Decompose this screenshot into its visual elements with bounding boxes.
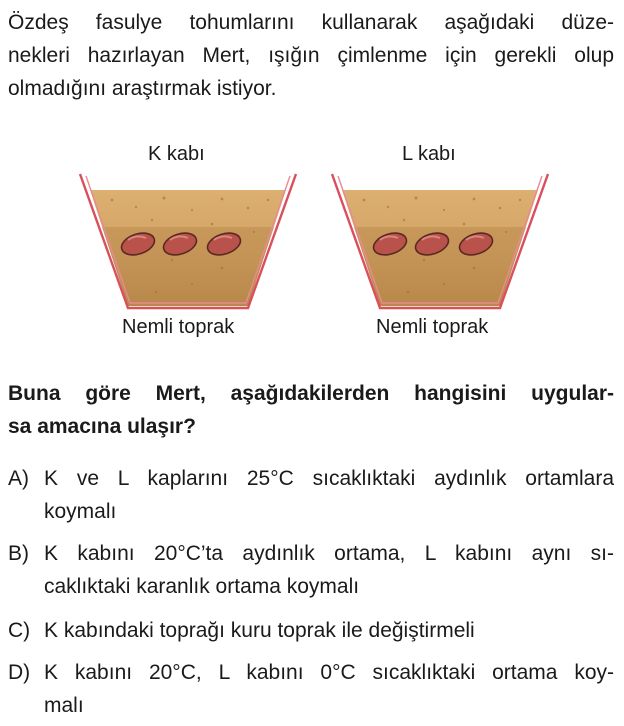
question-line-1: Buna göre Mert, aşağıdakilerden hangisini uygular- (8, 382, 614, 405)
intro-line-3: olmadığını araştırmak istiyor. (8, 77, 277, 100)
pot-l-illustration (324, 172, 556, 312)
option-letter: C) (8, 619, 31, 642)
option-a[interactable] (8, 462, 614, 528)
soil-k-label: Nemli toprak (122, 316, 235, 338)
option-text-line-2: malı (44, 694, 84, 717)
option-d[interactable] (8, 656, 614, 722)
intro-line-1: Özdeş fasulye tohumlarını kullanarak aşağıdaki düze- (8, 11, 614, 34)
question-line-2: sa amacına ulaşır? (8, 415, 196, 438)
option-text-line-1: K kabını 20°C’ta aydınlık ortama, L kabını aynı sı- (44, 542, 614, 565)
option-text-line-2: caklıktaki karanlık ortama koymalı (44, 575, 360, 598)
option-text-line-1: K kabındaki toprağı kuru toprak ile değiştirmeli (44, 619, 475, 642)
option-b[interactable] (8, 537, 614, 603)
pot-l-label: L kabı (402, 143, 456, 165)
option-c[interactable] (8, 614, 614, 647)
intro-paragraph (8, 6, 614, 105)
soil-l-label: Nemli toprak (376, 316, 489, 338)
option-text-line-1: K ve L kaplarını 25°C sıcaklıktaki aydınlık ortamlara (44, 467, 614, 490)
option-text-line-1: K kabını 20°C, L kabını 0°C sıcaklıktaki ortama koy- (44, 661, 614, 684)
option-letter: B) (8, 542, 29, 565)
intro-line-2: nekleri hazırlayan Mert, ışığın çimlenme için gerekli olup (8, 44, 614, 67)
option-letter: A) (8, 467, 29, 490)
option-letter: D) (8, 661, 31, 684)
seeds (371, 229, 496, 259)
pot-k-illustration (72, 172, 304, 312)
question-text (8, 377, 614, 443)
seeds (119, 229, 244, 259)
option-text-line-2: koymalı (44, 500, 117, 523)
pot-k-label: K kabı (148, 143, 205, 165)
